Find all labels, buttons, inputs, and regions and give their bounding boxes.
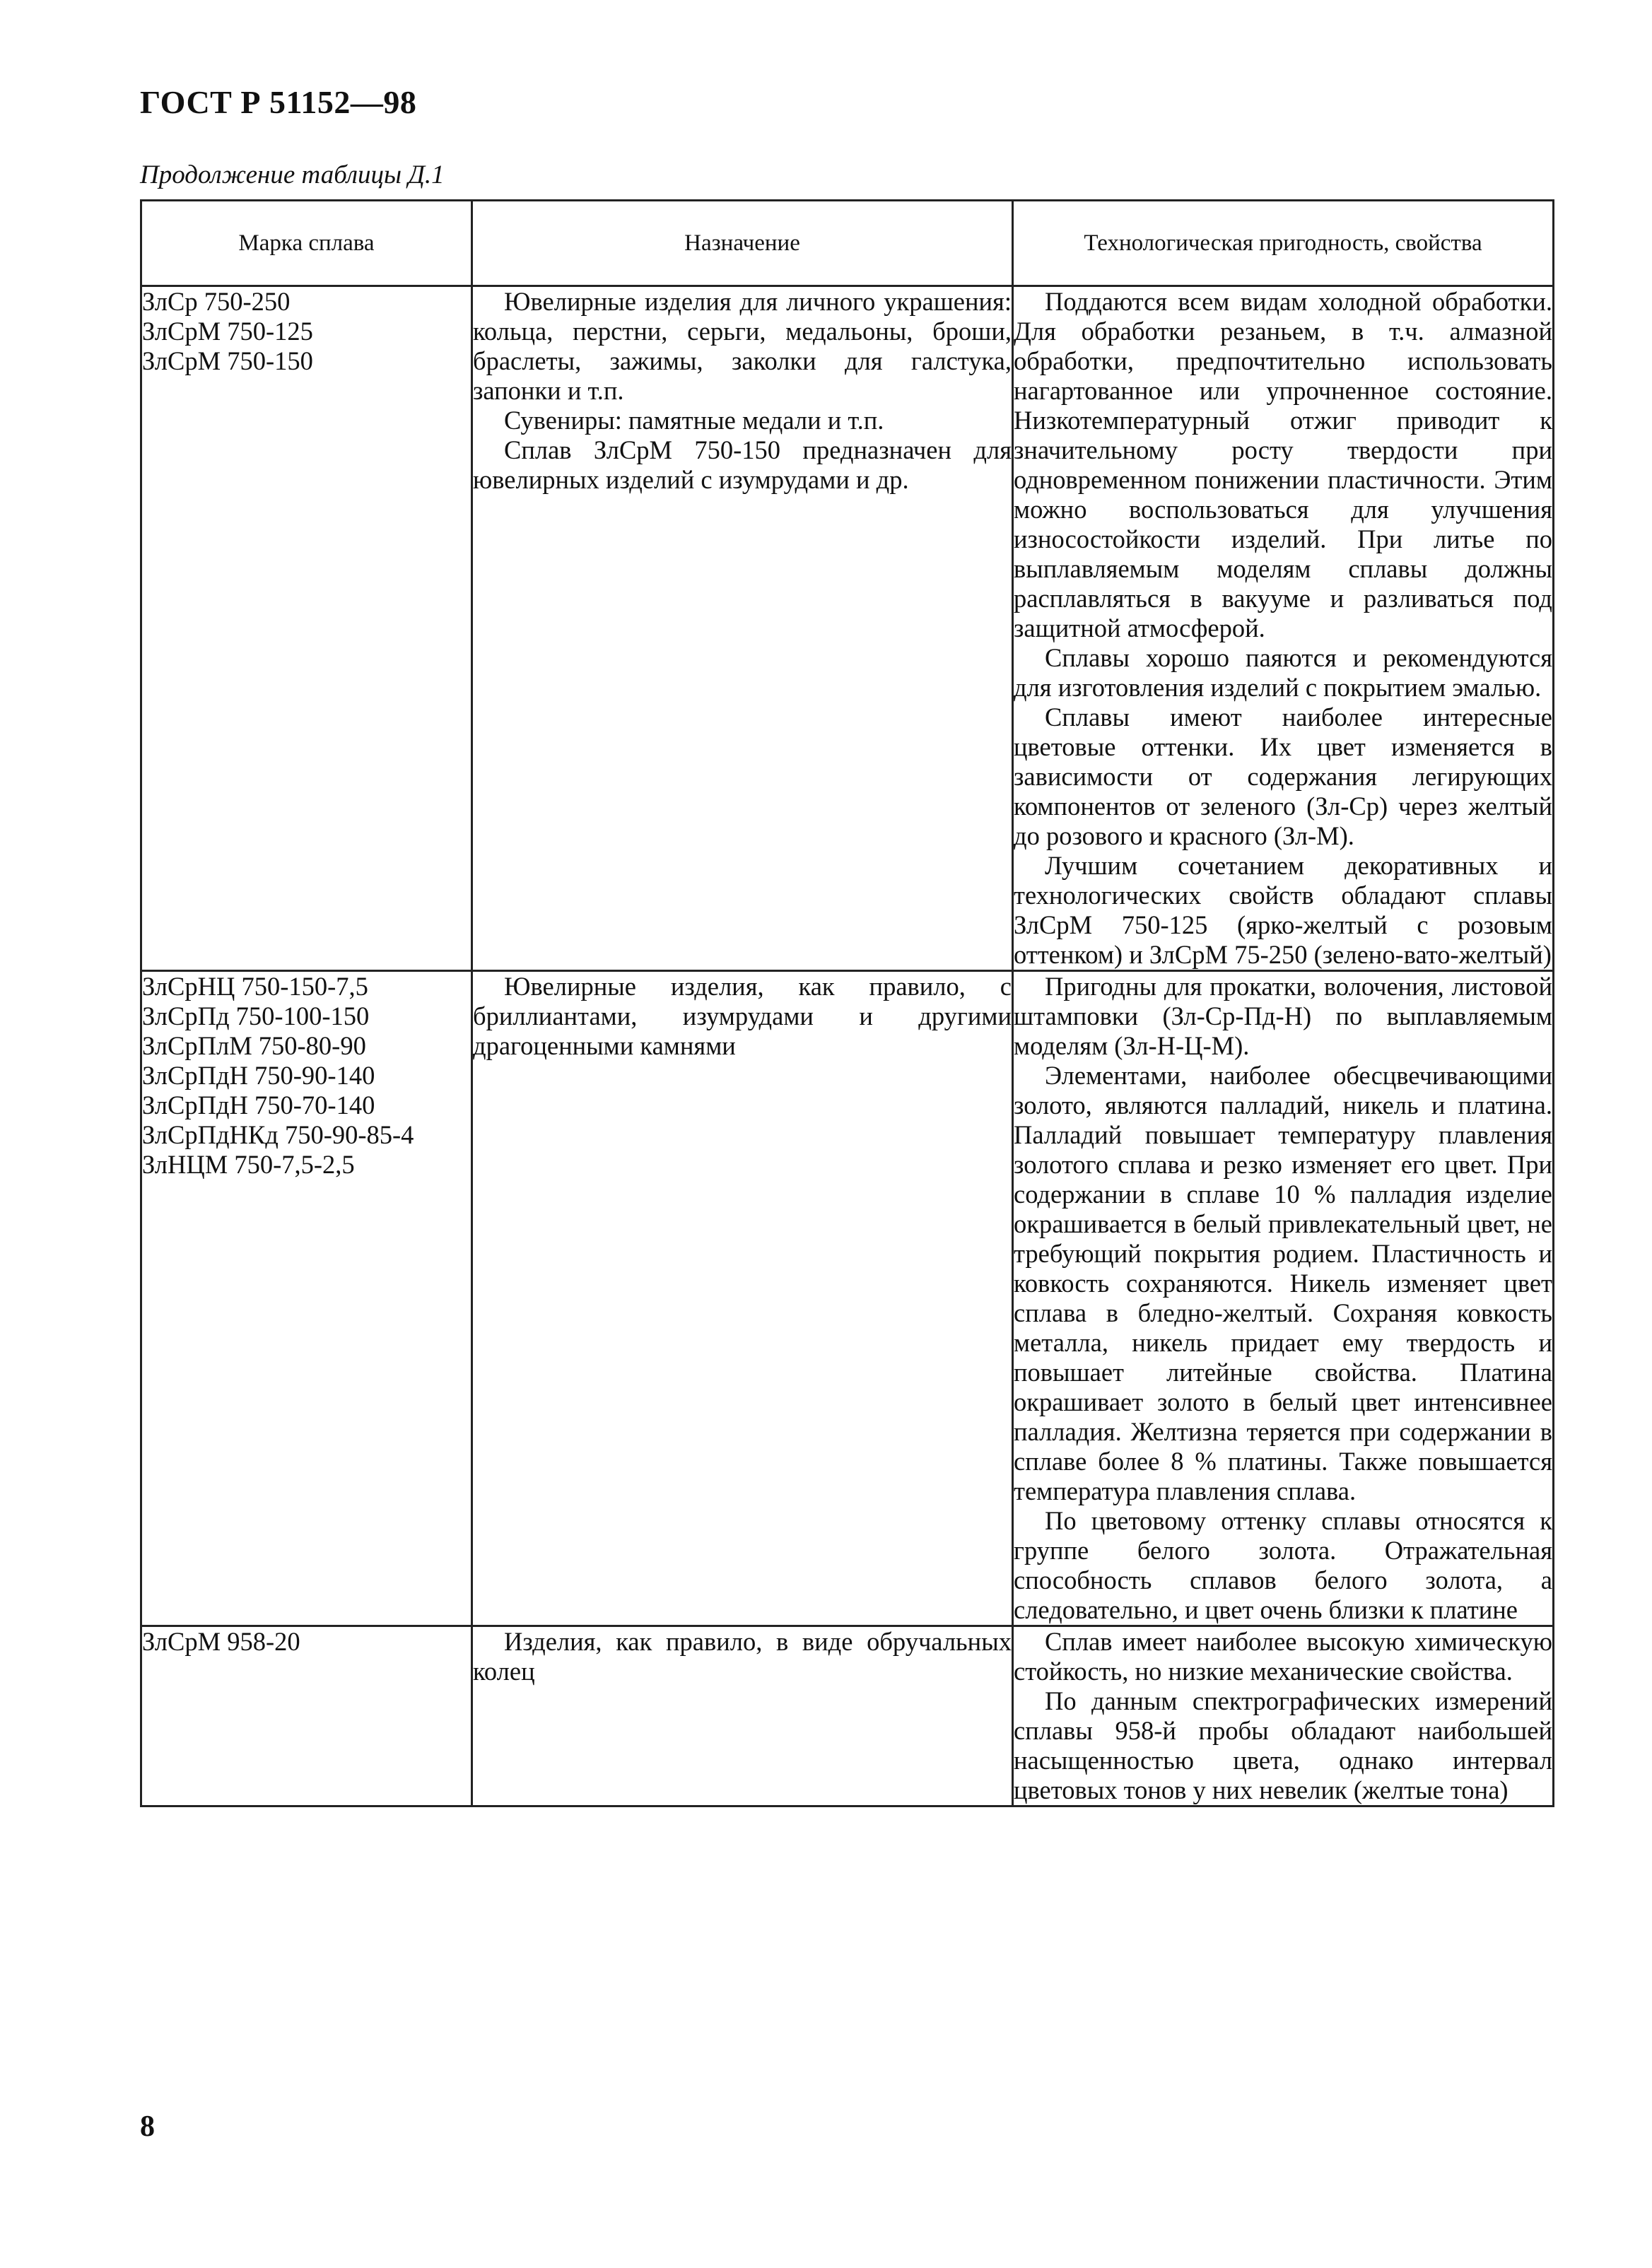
document-code: ГОСТ Р 51152—98 [140, 84, 417, 120]
grade-cell [141, 971, 472, 1626]
properties-paragraph: Элементами, наиболее обесцвечивающими золото, являются палладий, никель и платина. Палладий повышает температуру плавления золотого сплава и резко изменяет его цвет. При содержании в сплаве 10 % палладия изделие окрашивается в белый привлекательный цвет, не требующий покрытия родием. Пластичность и ковкость сохраняются. Никель изменяет цвет сплава в бледно-желтый. Сохраняя ковкость металла, никель придает ему твердость и повышает литейные свойства. Платина окрашивает золото в белый цвет интенсивнее палладия. Желтизна теряется при содержании в сплаве более 8 % платины. Также повышается температура плавления сплава. [1014, 1061, 1552, 1505]
properties-paragraph: Сплавы хорошо паяются и рекомендуются для изготовления изделий с покрытием эмалью. [1014, 643, 1552, 702]
grade-cell [141, 286, 472, 971]
grade-cell [141, 1626, 472, 1806]
column-header-grade: Марка сплава [141, 201, 472, 286]
alloy-grade: ЗлСр 750-250 [142, 287, 291, 316]
purpose-paragraph: Ювелирные изделия, как правило, с бриллиантами, изумрудами и другими драгоценными камнями [473, 972, 1012, 1060]
alloy-grade: ЗлСрПд 750-100-150 [142, 1001, 370, 1030]
properties-paragraph: Поддаются всем видам холодной обработки. Для обработки резаньем, в т.ч. алмазной обработки, предпочтительно использовать нагартованное или упрочненное состояние. Низкотемпературный отжиг приводит к значительному росту твердости при одновременном понижении пластичности. Этим можно воспользоваться для улучшения износостойкости изделий. При литье по выплавляемым моделям сплавы должны расплавляться в вакууме и разливаться под защитной атмосферой. [1014, 287, 1552, 642]
purpose-paragraph: Сувениры: памятные медали и т.п. [504, 406, 884, 435]
properties-cell [1013, 1626, 1554, 1806]
table-header-row [141, 201, 1554, 286]
properties-paragraph: По данным спектрографических измерений сплавы 958-й пробы обладают наибольшей насыщенностью цвета, однако интервал цветовых тонов у них невелик (желтые тона) [1014, 1686, 1552, 1804]
properties-paragraph: Сплав имеет наиболее высокую химическую стойкость, но низкие механические свойства. [1014, 1627, 1552, 1686]
table-caption: Продолжение таблицы Д.1 [140, 160, 445, 189]
alloy-grade: ЗлСрПдН 750-90-140 [142, 1061, 375, 1090]
alloy-grade: ЗлСрПдН 750-70-140 [142, 1091, 375, 1120]
properties-paragraph: По цветовому оттенку сплавы относятся к группе белого золота. Отражательная способность сплавов белого золота, а следовательно, и цвет очень близки к платине [1014, 1506, 1552, 1624]
table-row [141, 1626, 1554, 1806]
alloy-grade: ЗлСрНЦ 750-150-7,5 [142, 972, 368, 1001]
column-header-purpose: Назначение [472, 201, 1013, 286]
alloy-grade: ЗлНЦМ 750-7,5-2,5 [142, 1150, 355, 1179]
properties-paragraph: Пригодны для прокатки, волочения, листовой штамповки (Зл-Ср-Пд-Н) по выплавляемым моделям (Зл-Н-Ц-М). [1014, 972, 1552, 1060]
table-row [141, 971, 1554, 1626]
properties-paragraph: Лучшим сочетанием декоративных и технологических свойств обладают сплавы ЗлСрМ 750-125 (ярко-желтый с розовым оттенком) и ЗлСрМ 75-250 (зелено-вато-желтый) [1014, 851, 1552, 969]
alloys-table [140, 199, 1554, 1807]
alloy-grade: ЗлСрМ 750-150 [142, 346, 313, 375]
alloy-grade: ЗлСрМ 750-125 [142, 317, 313, 346]
alloy-grade: ЗлСрПдНКд 750-90-85-4 [142, 1120, 414, 1149]
alloy-grade: ЗлСрПлМ 750-80-90 [142, 1031, 366, 1060]
purpose-paragraph: Ювелирные изделия для личного украшения: кольца, перстни, серьги, медальоны, броши, браслеты, зажимы, заколки для галстука, запонки и т.п. [473, 287, 1012, 405]
table-row [141, 286, 1554, 971]
column-header-properties: Технологическая пригодность, свойства [1013, 201, 1554, 286]
properties-paragraph: Сплавы имеют наиболее интересные цветовые оттенки. Их цвет изменяется в зависимости от содержания легирующих компонентов от зеленого (Зл-Ср) через желтый до розового и красного (Зл-М). [1014, 703, 1552, 850]
purpose-cell [472, 971, 1013, 1626]
alloy-grade: ЗлСрМ 958-20 [142, 1627, 300, 1656]
properties-cell [1013, 286, 1554, 971]
purpose-paragraph: Сплав ЗлСрМ 750-150 предназначен для ювелирных изделий с изумрудами и др. [473, 435, 1012, 494]
properties-cell [1013, 971, 1554, 1626]
page-number: 8 [140, 2110, 155, 2143]
purpose-cell [472, 286, 1013, 971]
purpose-cell [472, 1626, 1013, 1806]
purpose-paragraph: Изделия, как правило, в виде обручальных колец [473, 1627, 1012, 1686]
